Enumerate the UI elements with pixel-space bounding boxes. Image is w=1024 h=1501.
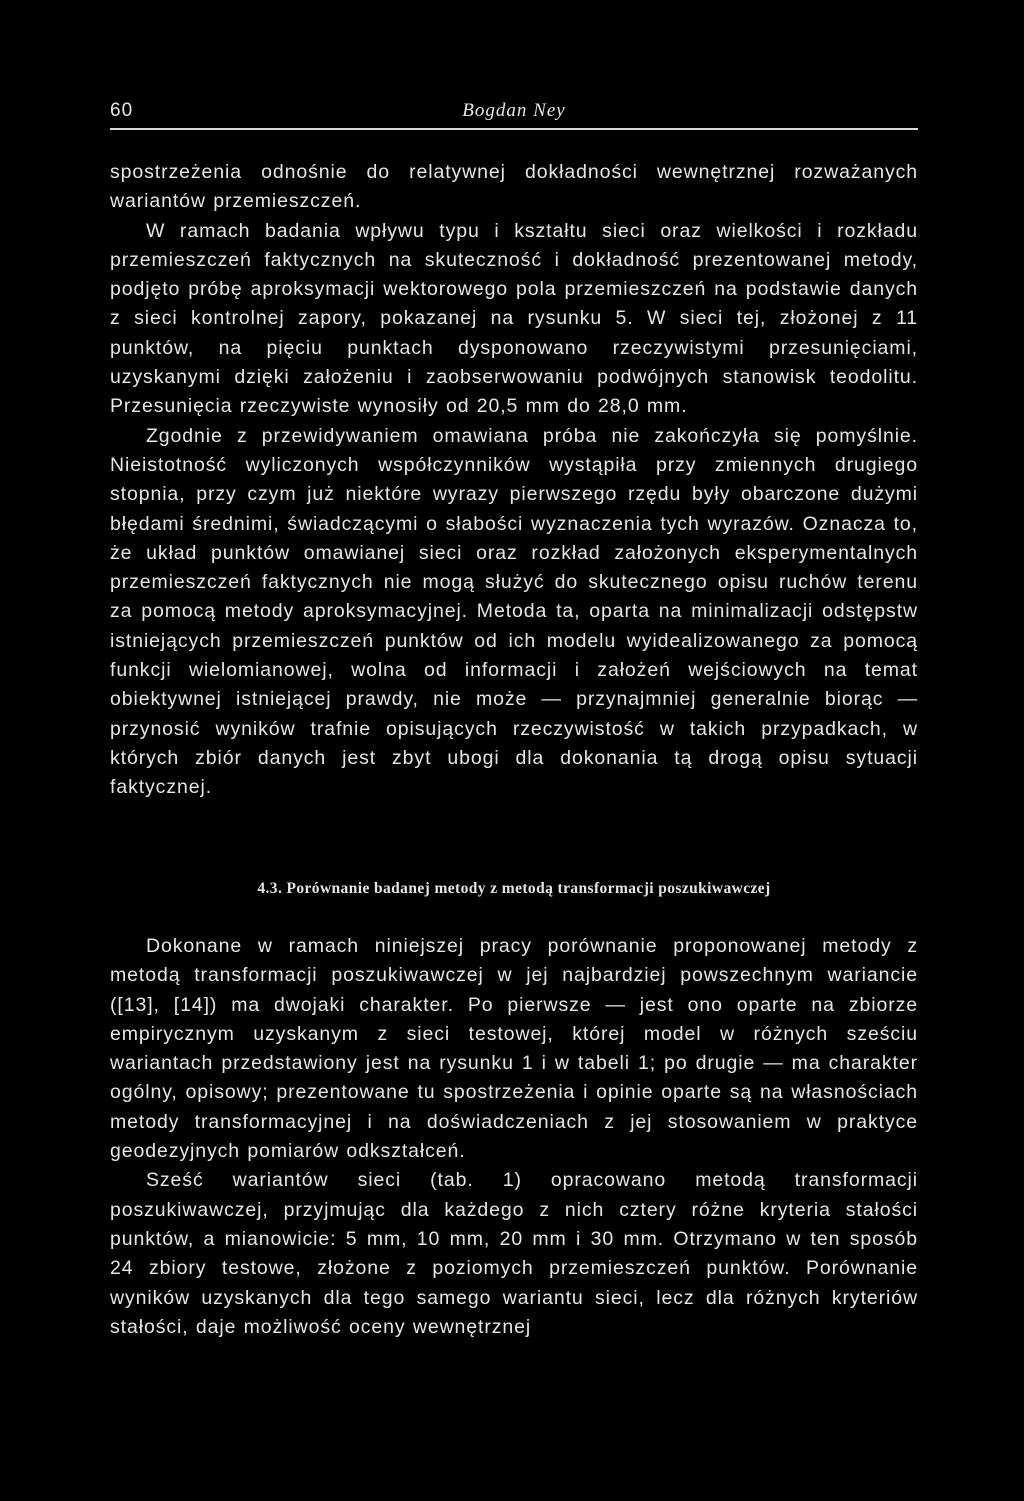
running-head-author: Bogdan Ney [462, 100, 566, 121]
page-header [110, 98, 918, 130]
page-number: 60 [110, 100, 134, 121]
paragraph-continuation: spostrzeżenia odnośnie do relatywnej dokładności wewnętrznej rozważanych wariantów przemieszczeń. [110, 161, 918, 213]
section-heading: 4.3. Porównanie badanej metody z metodą transformacji poszukiwawczej [257, 880, 771, 897]
section-text [110, 932, 918, 1342]
paragraph-approximation-test: W ramach badania wpływu typu i kształtu sieci oraz wielkości i rozkładu przemieszczeń faktycznych na skuteczność i dokładność prezentowanej metody, podjęto próbę aproksymacji wektorowego pola przemieszczeń na podstawie danych z sieci kontrolnej zapory, pokazanej na rysunku 5. W sieci tej, złożonej z 11 punktów, na pięciu punktach dysponowano rzeczywistymi przesunięciami, uzyskanymi dzięki założeniu i zaobserwowaniu podwójnych stanowisk teodolitu. Przesunięcia rzeczywiste wynosiły od 20,5 mm do 28,0 mm. [110, 219, 918, 418]
paragraph-result: Zgodnie z przewidywaniem omawiana próba nie zakończyła się pomyślnie. Nieistotność wyliczonych współczynników wystąpiła przy zmiennych drugiego stopnia, przy czym już niektóre wyrazy pierwszego rzędu były obarczone dużymi błędami średnimi, świadczącymi o słabości wyznaczenia tych wyrazów. Oznacza to, że układ punktów omawianej sieci oraz rozkład założonych eksperymentalnych przemieszczeń faktycznych nie mogą służyć do skutecznego opisu ruchów terenu za pomocą metody aproksymacyjnej. Metoda ta, oparta na minimalizacji odstępstw istniejących przemieszczeń punktów od ich modelu wyidealizowanego za pomocą funkcji wielomianowej, wolna od informacji i założeń wejściowych na temat obiektywnej istniejącej prawdy, nie może — przynajmniej generalnie biorąc — przynosić wyników trafnie opisujących rzeczywistość w takich przypadkach, w których zbiór danych jest zbyt ubogi dla dokonania tą drogą opisu sytuacji faktycznej. [110, 424, 918, 799]
paragraph-comparison-intro: Dokonane w ramach niniejszej pracy porównanie proponowanej metody z metodą transformacji poszukiwawczej w jej najbardziej powszechnym wariancie ([13], [14]) ma dwojaki charakter. Po pierwsze — jest ono oparte na zbiorze empirycznym uzyskanym z sieci testowej, której model w różnych sześciu wariantach przedstawiony jest na rysunku 1 i w tabeli 1; po drugie — ma charakter ogólny, opisowy; prezentowane tu spostrzeżenia i opinie oparte są na własnościach metody transformacyjnej i na doświadczeniach z jej stosowaniem w praktyce geodezyjnych pomiarów odkształceń. [110, 935, 918, 1163]
paragraph-six-variants: Sześć wariantów sieci (tab. 1) opracowano metodą transformacji poszukiwawczej, przyjmując dla każdego z nich cztery różne kryteria stałości punktów, a mianowicie: 5 mm, 10 mm, 20 mm i 30 mm. Otrzymano w ten sposób 24 zbiory testowe, złożone z poziomych przemieszczeń punktów. Porównanie wyników uzyskanych dla tego samego wariantu sieci, lecz dla różnych kryteriów stałości, daje możliwość oceny wewnętrznej [110, 1169, 918, 1338]
body-text [110, 158, 918, 803]
